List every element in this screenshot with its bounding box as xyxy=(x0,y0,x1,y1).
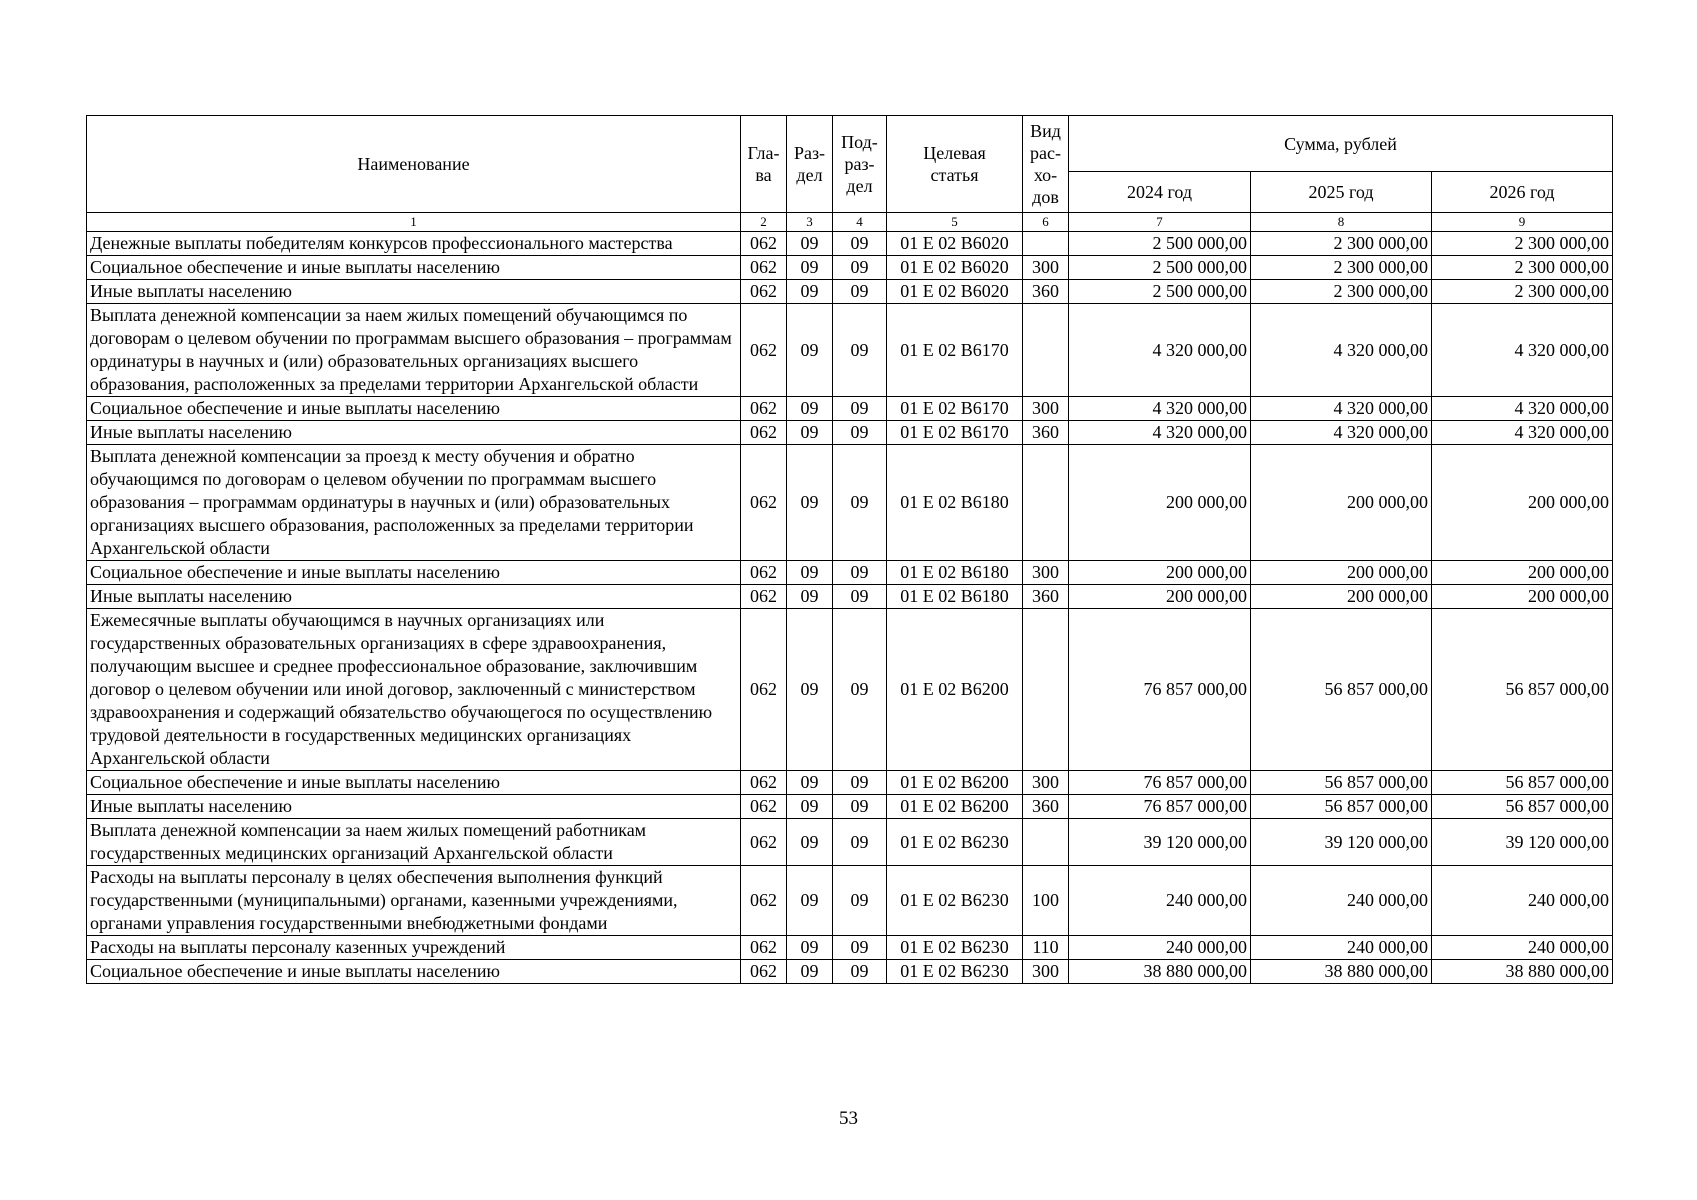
row-razdel: 09 xyxy=(787,936,833,960)
row-sum-2026: 56 857 000,00 xyxy=(1432,795,1613,819)
row-podrazdel: 09 xyxy=(833,771,887,795)
row-name: Выплата денежной компенсации за наем жилых помещений работникам государственных медицинских организаций Архангельской области xyxy=(87,819,741,866)
row-sum-2026: 240 000,00 xyxy=(1432,866,1613,936)
budget-table xyxy=(86,115,1613,984)
header-summa: Сумма, рублей xyxy=(1069,116,1613,172)
table-row xyxy=(87,561,1613,585)
row-sum-2025: 2 300 000,00 xyxy=(1251,232,1432,256)
row-sum-2026: 56 857 000,00 xyxy=(1432,609,1613,771)
row-sum-2025: 56 857 000,00 xyxy=(1251,609,1432,771)
row-sum-2024: 4 320 000,00 xyxy=(1069,421,1251,445)
row-name: Иные выплаты населению xyxy=(87,585,741,609)
table-row xyxy=(87,585,1613,609)
row-name: Иные выплаты населению xyxy=(87,795,741,819)
row-sum-2026: 200 000,00 xyxy=(1432,445,1613,561)
row-glava: 062 xyxy=(741,819,787,866)
table-row xyxy=(87,397,1613,421)
header-year-2024: 2024 год xyxy=(1069,172,1251,213)
row-name: Социальное обеспечение и иные выплаты населению xyxy=(87,397,741,421)
table-row xyxy=(87,280,1613,304)
row-glava: 062 xyxy=(741,232,787,256)
row-razdel: 09 xyxy=(787,421,833,445)
row-podrazdel: 09 xyxy=(833,397,887,421)
column-number: 8 xyxy=(1251,213,1432,232)
header-celevaya-statya: Целевая статья xyxy=(887,116,1023,213)
table-row xyxy=(87,256,1613,280)
row-vid-rashodov: 360 xyxy=(1023,585,1069,609)
row-razdel: 09 xyxy=(787,819,833,866)
row-razdel: 09 xyxy=(787,232,833,256)
row-sum-2024: 200 000,00 xyxy=(1069,445,1251,561)
row-podrazdel: 09 xyxy=(833,421,887,445)
row-podrazdel: 09 xyxy=(833,936,887,960)
row-podrazdel: 09 xyxy=(833,280,887,304)
row-celevaya-statya: 01 Е 02 В6180 xyxy=(887,561,1023,585)
row-sum-2024: 38 880 000,00 xyxy=(1069,960,1251,984)
table-row xyxy=(87,936,1613,960)
row-celevaya-statya: 01 Е 02 В6020 xyxy=(887,256,1023,280)
row-glava: 062 xyxy=(741,397,787,421)
column-number-row xyxy=(87,213,1613,232)
row-podrazdel: 09 xyxy=(833,866,887,936)
row-vid-rashodov xyxy=(1023,819,1069,866)
row-podrazdel: 09 xyxy=(833,609,887,771)
row-sum-2025: 2 300 000,00 xyxy=(1251,280,1432,304)
row-podrazdel: 09 xyxy=(833,256,887,280)
row-sum-2025: 240 000,00 xyxy=(1251,936,1432,960)
row-razdel: 09 xyxy=(787,771,833,795)
row-celevaya-statya: 01 Е 02 В6170 xyxy=(887,421,1023,445)
row-glava: 062 xyxy=(741,960,787,984)
header-vid-rashodov: Вид рас- хо- дов xyxy=(1023,116,1069,213)
row-name: Денежные выплаты победителям конкурсов профессионального мастерства xyxy=(87,232,741,256)
table-body xyxy=(87,232,1613,984)
table-row xyxy=(87,866,1613,936)
row-name: Расходы на выплаты персоналу казенных учреждений xyxy=(87,936,741,960)
row-sum-2024: 76 857 000,00 xyxy=(1069,795,1251,819)
table-row xyxy=(87,232,1613,256)
row-sum-2026: 39 120 000,00 xyxy=(1432,819,1613,866)
header-year-2025: 2025 год xyxy=(1251,172,1432,213)
column-number: 7 xyxy=(1069,213,1251,232)
header-glava: Гла- ва xyxy=(741,116,787,213)
row-celevaya-statya: 01 Е 02 В6020 xyxy=(887,232,1023,256)
row-razdel: 09 xyxy=(787,585,833,609)
column-number: 2 xyxy=(741,213,787,232)
row-celevaya-statya: 01 Е 02 В6180 xyxy=(887,445,1023,561)
row-sum-2024: 2 500 000,00 xyxy=(1069,256,1251,280)
table-row xyxy=(87,795,1613,819)
row-vid-rashodov: 300 xyxy=(1023,960,1069,984)
row-sum-2024: 76 857 000,00 xyxy=(1069,771,1251,795)
row-sum-2025: 2 300 000,00 xyxy=(1251,256,1432,280)
row-vid-rashodov xyxy=(1023,304,1069,397)
row-vid-rashodov: 300 xyxy=(1023,256,1069,280)
row-vid-rashodov: 300 xyxy=(1023,397,1069,421)
row-razdel: 09 xyxy=(787,397,833,421)
row-vid-rashodov: 300 xyxy=(1023,561,1069,585)
header-year-2026: 2026 год xyxy=(1432,172,1613,213)
row-razdel: 09 xyxy=(787,609,833,771)
row-sum-2026: 4 320 000,00 xyxy=(1432,397,1613,421)
row-sum-2024: 4 320 000,00 xyxy=(1069,304,1251,397)
row-name: Выплата денежной компенсации за проезд к месту обучения и обратно обучающимся по договорам о целевом обучении по программам высшего образования – программам ординатуры в научных и (или) образовательных организациях высшего образования, расположенных за пределами территории Архангельской области xyxy=(87,445,741,561)
row-sum-2024: 76 857 000,00 xyxy=(1069,609,1251,771)
row-name: Выплата денежной компенсации за наем жилых помещений обучающимся по договорам о целевом обучении по программам высшего образования – программам ординатуры в научных и (или) образовательных организациях высшего образования, расположенных за пределами территории Архангельской области xyxy=(87,304,741,397)
row-celevaya-statya: 01 Е 02 В6230 xyxy=(887,960,1023,984)
column-number: 6 xyxy=(1023,213,1069,232)
table-row xyxy=(87,445,1613,561)
row-celevaya-statya: 01 Е 02 В6200 xyxy=(887,609,1023,771)
table-row xyxy=(87,609,1613,771)
page-number: 53 xyxy=(839,1108,858,1129)
row-podrazdel: 09 xyxy=(833,960,887,984)
column-number: 3 xyxy=(787,213,833,232)
row-name: Социальное обеспечение и иные выплаты населению xyxy=(87,771,741,795)
row-sum-2025: 4 320 000,00 xyxy=(1251,397,1432,421)
table-row xyxy=(87,960,1613,984)
column-number: 5 xyxy=(887,213,1023,232)
row-sum-2026: 200 000,00 xyxy=(1432,585,1613,609)
row-razdel: 09 xyxy=(787,960,833,984)
row-sum-2025: 200 000,00 xyxy=(1251,585,1432,609)
row-vid-rashodov: 100 xyxy=(1023,866,1069,936)
row-celevaya-statya: 01 Е 02 В6230 xyxy=(887,819,1023,866)
row-vid-rashodov xyxy=(1023,232,1069,256)
row-vid-rashodov xyxy=(1023,445,1069,561)
row-sum-2026: 2 300 000,00 xyxy=(1432,256,1613,280)
row-sum-2024: 4 320 000,00 xyxy=(1069,397,1251,421)
table-row xyxy=(87,304,1613,397)
row-glava: 062 xyxy=(741,771,787,795)
row-vid-rashodov: 360 xyxy=(1023,421,1069,445)
row-celevaya-statya: 01 Е 02 В6230 xyxy=(887,936,1023,960)
row-sum-2024: 39 120 000,00 xyxy=(1069,819,1251,866)
row-sum-2026: 4 320 000,00 xyxy=(1432,421,1613,445)
row-sum-2026: 4 320 000,00 xyxy=(1432,304,1613,397)
row-glava: 062 xyxy=(741,421,787,445)
row-glava: 062 xyxy=(741,585,787,609)
row-razdel: 09 xyxy=(787,304,833,397)
row-sum-2026: 2 300 000,00 xyxy=(1432,280,1613,304)
row-name: Иные выплаты населению xyxy=(87,280,741,304)
row-podrazdel: 09 xyxy=(833,795,887,819)
row-sum-2025: 4 320 000,00 xyxy=(1251,421,1432,445)
row-sum-2025: 39 120 000,00 xyxy=(1251,819,1432,866)
row-sum-2026: 240 000,00 xyxy=(1432,936,1613,960)
row-glava: 062 xyxy=(741,795,787,819)
row-podrazdel: 09 xyxy=(833,304,887,397)
row-podrazdel: 09 xyxy=(833,445,887,561)
row-glava: 062 xyxy=(741,445,787,561)
row-razdel: 09 xyxy=(787,866,833,936)
row-vid-rashodov xyxy=(1023,609,1069,771)
row-sum-2025: 200 000,00 xyxy=(1251,445,1432,561)
row-sum-2026: 2 300 000,00 xyxy=(1432,232,1613,256)
column-number: 9 xyxy=(1432,213,1613,232)
row-glava: 062 xyxy=(741,936,787,960)
row-vid-rashodov: 300 xyxy=(1023,771,1069,795)
header-name: Наименование xyxy=(87,116,741,213)
row-celevaya-statya: 01 Е 02 В6020 xyxy=(887,280,1023,304)
row-glava: 062 xyxy=(741,866,787,936)
row-name: Расходы на выплаты персоналу в целях обеспечения выполнения функций государственными (муниципальными) органами, казенными учреждениями, органами управления государственными внебюджетными фондами xyxy=(87,866,741,936)
row-celevaya-statya: 01 Е 02 В6170 xyxy=(887,397,1023,421)
row-vid-rashodov: 360 xyxy=(1023,280,1069,304)
row-sum-2025: 200 000,00 xyxy=(1251,561,1432,585)
row-sum-2026: 38 880 000,00 xyxy=(1432,960,1613,984)
row-glava: 062 xyxy=(741,609,787,771)
row-sum-2024: 240 000,00 xyxy=(1069,936,1251,960)
row-glava: 062 xyxy=(741,256,787,280)
row-sum-2024: 2 500 000,00 xyxy=(1069,280,1251,304)
row-glava: 062 xyxy=(741,561,787,585)
row-celevaya-statya: 01 Е 02 В6200 xyxy=(887,771,1023,795)
row-razdel: 09 xyxy=(787,256,833,280)
row-sum-2025: 38 880 000,00 xyxy=(1251,960,1432,984)
row-sum-2025: 240 000,00 xyxy=(1251,866,1432,936)
row-podrazdel: 09 xyxy=(833,561,887,585)
header-podrazdel: Под- раз- дел xyxy=(833,116,887,213)
table-row xyxy=(87,421,1613,445)
table-row xyxy=(87,771,1613,795)
header-razdel: Раз- дел xyxy=(787,116,833,213)
row-sum-2025: 4 320 000,00 xyxy=(1251,304,1432,397)
row-razdel: 09 xyxy=(787,280,833,304)
row-sum-2024: 240 000,00 xyxy=(1069,866,1251,936)
row-celevaya-statya: 01 Е 02 В6180 xyxy=(887,585,1023,609)
row-sum-2024: 2 500 000,00 xyxy=(1069,232,1251,256)
row-celevaya-statya: 01 Е 02 В6200 xyxy=(887,795,1023,819)
row-sum-2026: 56 857 000,00 xyxy=(1432,771,1613,795)
row-glava: 062 xyxy=(741,304,787,397)
row-name: Ежемесячные выплаты обучающимся в научных организациях или государственных образовательных организациях в сфере здравоохранения, получающим высшее и среднее профессиональное образование, заключившим договор о целевом обучении или иной договор, заключенный с министерством здравоохранения и содержащий обязательство обучающегося по осуществлению трудовой деятельности в государственных медицинских организациях Архангельской области xyxy=(87,609,741,771)
row-podrazdel: 09 xyxy=(833,232,887,256)
row-vid-rashodov: 360 xyxy=(1023,795,1069,819)
row-razdel: 09 xyxy=(787,561,833,585)
row-vid-rashodov: 110 xyxy=(1023,936,1069,960)
row-razdel: 09 xyxy=(787,445,833,561)
row-podrazdel: 09 xyxy=(833,819,887,866)
column-number: 4 xyxy=(833,213,887,232)
table-row xyxy=(87,819,1613,866)
row-celevaya-statya: 01 Е 02 В6170 xyxy=(887,304,1023,397)
row-glava: 062 xyxy=(741,280,787,304)
column-number: 1 xyxy=(87,213,741,232)
row-celevaya-statya: 01 Е 02 В6230 xyxy=(887,866,1023,936)
row-name: Социальное обеспечение и иные выплаты населению xyxy=(87,561,741,585)
row-sum-2026: 200 000,00 xyxy=(1432,561,1613,585)
row-name: Социальное обеспечение и иные выплаты населению xyxy=(87,256,741,280)
row-razdel: 09 xyxy=(787,795,833,819)
row-name: Социальное обеспечение и иные выплаты населению xyxy=(87,960,741,984)
row-sum-2025: 56 857 000,00 xyxy=(1251,795,1432,819)
row-sum-2025: 56 857 000,00 xyxy=(1251,771,1432,795)
row-sum-2024: 200 000,00 xyxy=(1069,561,1251,585)
row-name: Иные выплаты населению xyxy=(87,421,741,445)
row-podrazdel: 09 xyxy=(833,585,887,609)
row-sum-2024: 200 000,00 xyxy=(1069,585,1251,609)
